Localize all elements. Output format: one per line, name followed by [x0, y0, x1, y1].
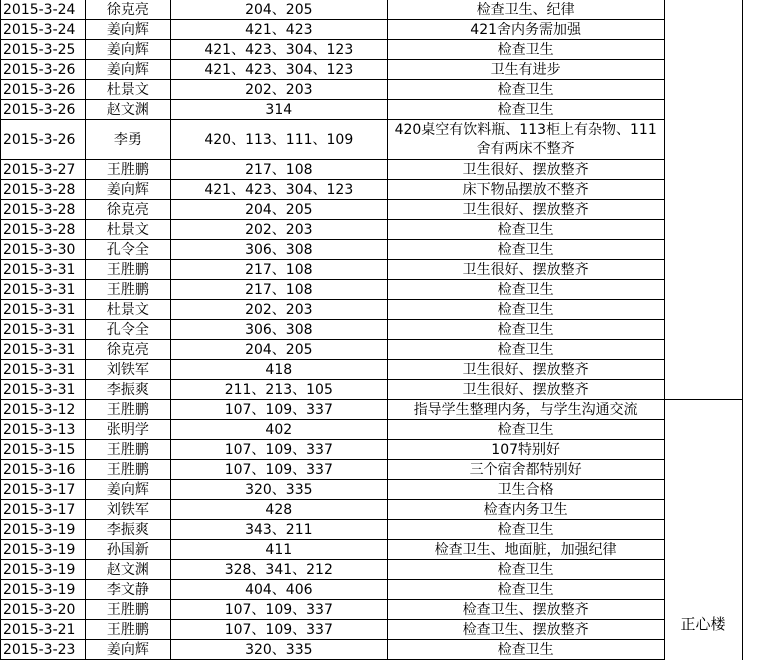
note-cell: 卫生很好、摆放整齐 — [387, 200, 664, 220]
rooms-cell: 306、308 — [170, 240, 387, 260]
rooms-cell: 217、108 — [170, 160, 387, 180]
date-cell: 2015-3-26 — [1, 120, 86, 160]
date-cell: 2015-3-31 — [1, 380, 86, 400]
name-cell: 王胜鹏 — [85, 440, 170, 460]
rooms-cell: 411 — [170, 540, 387, 560]
inspection-table-body — [1, 0, 771, 660]
note-cell: 检查卫生 — [387, 340, 664, 360]
table-row — [1, 320, 771, 340]
table-row — [1, 620, 771, 640]
rooms-cell: 306、308 — [170, 320, 387, 340]
rooms-cell: 204、205 — [170, 200, 387, 220]
note-cell: 检查卫生 — [387, 420, 664, 440]
name-cell: 王胜鹏 — [85, 280, 170, 300]
date-cell: 2015-3-31 — [1, 320, 86, 340]
name-cell: 姜向辉 — [85, 640, 170, 660]
note-cell: 三个宿舍都特别好 — [387, 460, 664, 480]
date-cell: 2015-3-20 — [1, 600, 86, 620]
rooms-cell: 428 — [170, 500, 387, 520]
table-row — [1, 120, 771, 160]
date-cell: 2015-3-31 — [1, 300, 86, 320]
rooms-cell: 107、109、337 — [170, 440, 387, 460]
name-cell: 赵文渊 — [85, 560, 170, 580]
name-cell: 张明学 — [85, 420, 170, 440]
building-label: 正心楼 — [680, 614, 726, 633]
table-row — [1, 100, 771, 120]
table-row — [1, 280, 771, 300]
rooms-cell: 402 — [170, 420, 387, 440]
building-cell-upper — [664, 0, 742, 400]
date-cell: 2015-3-19 — [1, 560, 86, 580]
note-cell: 421舍内务需加强 — [387, 20, 664, 40]
blank-margin-cell — [742, 0, 771, 660]
note-cell: 检查卫生 — [387, 560, 664, 580]
name-cell: 王胜鹏 — [85, 260, 170, 280]
name-cell: 王胜鹏 — [85, 620, 170, 640]
date-cell: 2015-3-31 — [1, 260, 86, 280]
rooms-cell: 217、108 — [170, 260, 387, 280]
table-row — [1, 80, 771, 100]
table-row — [1, 200, 771, 220]
rooms-cell: 217、108 — [170, 280, 387, 300]
note-cell: 检查卫生 — [387, 320, 664, 340]
rooms-cell: 202、203 — [170, 80, 387, 100]
table-row — [1, 400, 771, 420]
name-cell: 徐克亮 — [85, 0, 170, 20]
name-cell: 李振爽 — [85, 380, 170, 400]
rooms-cell: 204、205 — [170, 340, 387, 360]
table-row — [1, 340, 771, 360]
name-cell: 孙国新 — [85, 540, 170, 560]
date-cell: 2015-3-31 — [1, 340, 86, 360]
name-cell: 李振爽 — [85, 520, 170, 540]
table-row — [1, 260, 771, 280]
table-row — [1, 380, 771, 400]
table-row — [1, 240, 771, 260]
date-cell: 2015-3-19 — [1, 520, 86, 540]
name-cell: 李勇 — [85, 120, 170, 160]
date-cell: 2015-3-23 — [1, 640, 86, 660]
date-cell: 2015-3-19 — [1, 580, 86, 600]
table-row — [1, 580, 771, 600]
rooms-cell: 421、423 — [170, 20, 387, 40]
note-cell: 检查卫生 — [387, 40, 664, 60]
table-row — [1, 300, 771, 320]
name-cell: 姜向辉 — [85, 480, 170, 500]
note-cell: 检查卫生、纪律 — [387, 0, 664, 20]
note-cell: 检查卫生 — [387, 220, 664, 240]
note-cell: 卫生很好、摆放整齐 — [387, 260, 664, 280]
table-row — [1, 480, 771, 500]
name-cell: 王胜鹏 — [85, 160, 170, 180]
table-row — [1, 460, 771, 480]
note-cell: 检查卫生、地面脏，加强纪律 — [387, 540, 664, 560]
date-cell: 2015-3-26 — [1, 80, 86, 100]
name-cell: 徐克亮 — [85, 340, 170, 360]
table-row — [1, 440, 771, 460]
table-row — [1, 640, 771, 660]
table-row — [1, 160, 771, 180]
note-cell: 检查内务卫生 — [387, 500, 664, 520]
date-cell: 2015-3-30 — [1, 240, 86, 260]
date-cell: 2015-3-19 — [1, 540, 86, 560]
rooms-cell: 418 — [170, 360, 387, 380]
note-cell: 检查卫生 — [387, 300, 664, 320]
date-cell: 2015-3-13 — [1, 420, 86, 440]
rooms-cell: 204、205 — [170, 0, 387, 20]
table-row — [1, 600, 771, 620]
name-cell: 杜景文 — [85, 300, 170, 320]
building-cell — [664, 400, 742, 660]
rooms-cell: 320、335 — [170, 640, 387, 660]
rooms-cell: 328、341、212 — [170, 560, 387, 580]
rooms-cell: 202、203 — [170, 300, 387, 320]
table-row — [1, 60, 771, 80]
table-row — [1, 560, 771, 580]
name-cell: 王胜鹏 — [85, 600, 170, 620]
name-cell: 姜向辉 — [85, 20, 170, 40]
date-cell: 2015-3-16 — [1, 460, 86, 480]
table-row — [1, 0, 771, 20]
rooms-cell: 314 — [170, 100, 387, 120]
name-cell: 王胜鹏 — [85, 400, 170, 420]
note-cell: 卫生很好、摆放整齐 — [387, 360, 664, 380]
note-cell: 检查卫生 — [387, 280, 664, 300]
name-cell: 姜向辉 — [85, 60, 170, 80]
note-cell: 检查卫生 — [387, 580, 664, 600]
note-cell: 卫生很好、摆放整齐 — [387, 160, 664, 180]
note-cell: 检查卫生、摆放整齐 — [387, 620, 664, 640]
rooms-cell: 202、203 — [170, 220, 387, 240]
rooms-cell: 107、109、337 — [170, 460, 387, 480]
date-cell: 2015-3-26 — [1, 60, 86, 80]
date-cell: 2015-3-24 — [1, 20, 86, 40]
note-cell: 指导学生整理内务，与学生沟通交流 — [387, 400, 664, 420]
note-cell: 检查卫生、摆放整齐 — [387, 600, 664, 620]
table-row — [1, 540, 771, 560]
note-cell: 107特别好 — [387, 440, 664, 460]
date-cell: 2015-3-15 — [1, 440, 86, 460]
date-cell: 2015-3-25 — [1, 40, 86, 60]
table-row — [1, 500, 771, 520]
table-row — [1, 360, 771, 380]
date-cell: 2015-3-28 — [1, 220, 86, 240]
name-cell: 姜向辉 — [85, 180, 170, 200]
note-cell: 检查卫生 — [387, 100, 664, 120]
rooms-cell: 211、213、105 — [170, 380, 387, 400]
name-cell: 孔令全 — [85, 320, 170, 340]
rooms-cell: 320、335 — [170, 480, 387, 500]
rooms-cell: 404、406 — [170, 580, 387, 600]
name-cell: 刘铁军 — [85, 360, 170, 380]
note-cell: 检查卫生 — [387, 240, 664, 260]
rooms-cell: 420、113、111、109 — [170, 120, 387, 160]
name-cell: 杜景文 — [85, 220, 170, 240]
date-cell: 2015-3-26 — [1, 100, 86, 120]
date-cell: 2015-3-17 — [1, 480, 86, 500]
date-cell: 2015-3-31 — [1, 280, 86, 300]
rooms-cell: 421、423、304、123 — [170, 60, 387, 80]
date-cell: 2015-3-31 — [1, 360, 86, 380]
date-cell: 2015-3-17 — [1, 500, 86, 520]
table-row — [1, 40, 771, 60]
table-row — [1, 520, 771, 540]
table-row — [1, 20, 771, 40]
rooms-cell: 107、109、337 — [170, 620, 387, 640]
note-cell: 检查卫生 — [387, 520, 664, 540]
rooms-cell: 421、423、304、123 — [170, 180, 387, 200]
rooms-cell: 343、211 — [170, 520, 387, 540]
name-cell: 刘铁军 — [85, 500, 170, 520]
note-cell: 卫生有进步 — [387, 60, 664, 80]
date-cell: 2015-3-28 — [1, 200, 86, 220]
rooms-cell: 107、109、337 — [170, 600, 387, 620]
note-cell: 卫生很好、摆放整齐 — [387, 380, 664, 400]
note-cell: 检查卫生 — [387, 80, 664, 100]
note-cell: 卫生合格 — [387, 480, 664, 500]
note-cell: 床下物品摆放不整齐 — [387, 180, 664, 200]
name-cell: 姜向辉 — [85, 40, 170, 60]
table-row — [1, 180, 771, 200]
date-cell: 2015-3-28 — [1, 180, 86, 200]
note-cell: 检查卫生 — [387, 640, 664, 660]
name-cell: 徐克亮 — [85, 200, 170, 220]
date-cell: 2015-3-24 — [1, 0, 86, 20]
name-cell: 李文静 — [85, 580, 170, 600]
name-cell: 杜景文 — [85, 80, 170, 100]
name-cell: 赵文渊 — [85, 100, 170, 120]
rooms-cell: 421、423、304、123 — [170, 40, 387, 60]
table-row — [1, 220, 771, 240]
rooms-cell: 107、109、337 — [170, 400, 387, 420]
date-cell: 2015-3-12 — [1, 400, 86, 420]
table-row — [1, 420, 771, 440]
note-cell: 420桌空有饮料瓶、113柜上有杂物、111舍有两床不整齐 — [387, 120, 664, 160]
name-cell: 孔令全 — [85, 240, 170, 260]
date-cell: 2015-3-21 — [1, 620, 86, 640]
date-cell: 2015-3-27 — [1, 160, 86, 180]
name-cell: 王胜鹏 — [85, 460, 170, 480]
